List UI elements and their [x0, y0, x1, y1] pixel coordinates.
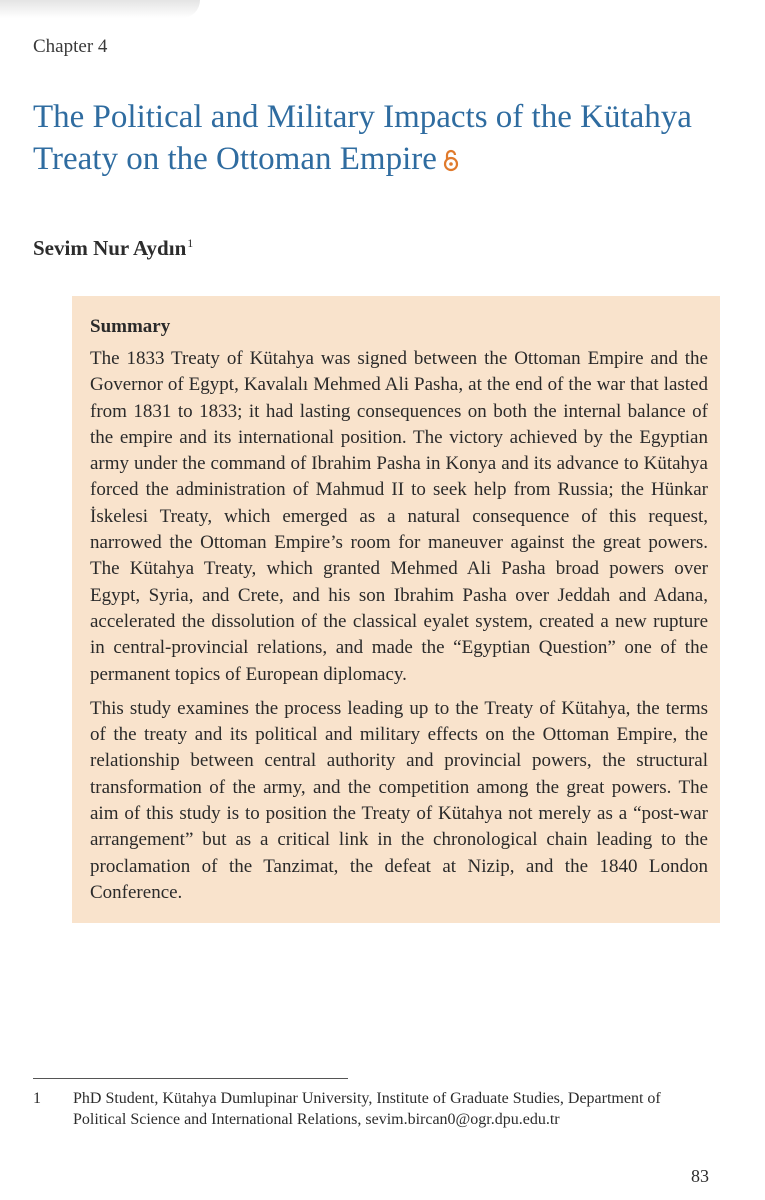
footnote-number: 1 [33, 1090, 41, 1107]
footnote-divider [33, 1078, 348, 1079]
summary-heading: Summary [90, 316, 171, 337]
chapter-label: Chapter 4 [33, 36, 108, 57]
footnote [33, 1088, 713, 1130]
open-access-lock-icon [443, 141, 459, 183]
chapter-title-text: The Political and Military Impacts of the Kütahya Treaty on the Ottoman Empire [33, 99, 692, 177]
summary-paragraph: This study examines the process leading up to the Treaty of Kütahya, the terms of the treaty and its political and military effects on the Ottoman Empire, the relationship between central authority and provincial powers, the structural transformation of the army, and the competition among the great powers. The aim of this study is to position the Treaty of Kütahya not merely as a “post-war arrangement” but as a critical link in the chronological chain leading to the proclamation of the Tanzimat, the defeat at Nizip, and the 1840 London Conference. [90, 697, 708, 903]
author-footnote-marker[interactable]: 1 [187, 236, 194, 250]
page-edge-shadow [0, 0, 200, 18]
footnote-text: PhD Student, Kütahya Dumlupinar University, Institute of Graduate Studies, Department of Political Science and International Relations, sevim.bircan0@ogr.dpu.edu.tr [73, 1090, 661, 1128]
summary-paragraph: The 1833 Treaty of Kütahya was signed between the Ottoman Empire and the Governor of Egypt, Kavalalı Mehmed Ali Pasha, at the end of the war that lasted from 1831 to 1833; it had lasting consequences on both the internal balance of the empire and its international position. The victory achieved by the Egyptian army under the command of Ibrahim Pasha in Konya and its advance to Kütahya forced the administration of Mahmud II to seek help from Russia; the Hünkar İskelesi Treaty, which emerged as a natural consequence of this request, narrowed the Ottoman Empire’s room for maneuver against the great powers. The Kütahya Treaty, which granted Mehmed Ali Pasha broad powers over Egypt, Syria, and Crete, and his son Ibrahim Pasha over Jeddah and Adana, accelerated the dissolution of the classical eyalet system, created a new rupture in central-provincial relations, and made the “Egyptian Question” one of the permanent topics of European diplomacy. [90, 348, 708, 685]
author-line [33, 236, 193, 261]
chapter-title [33, 96, 733, 183]
author-name: Sevim Nur Aydın [33, 236, 187, 260]
page-number: 83 [691, 1166, 709, 1186]
summary-box [72, 296, 720, 923]
